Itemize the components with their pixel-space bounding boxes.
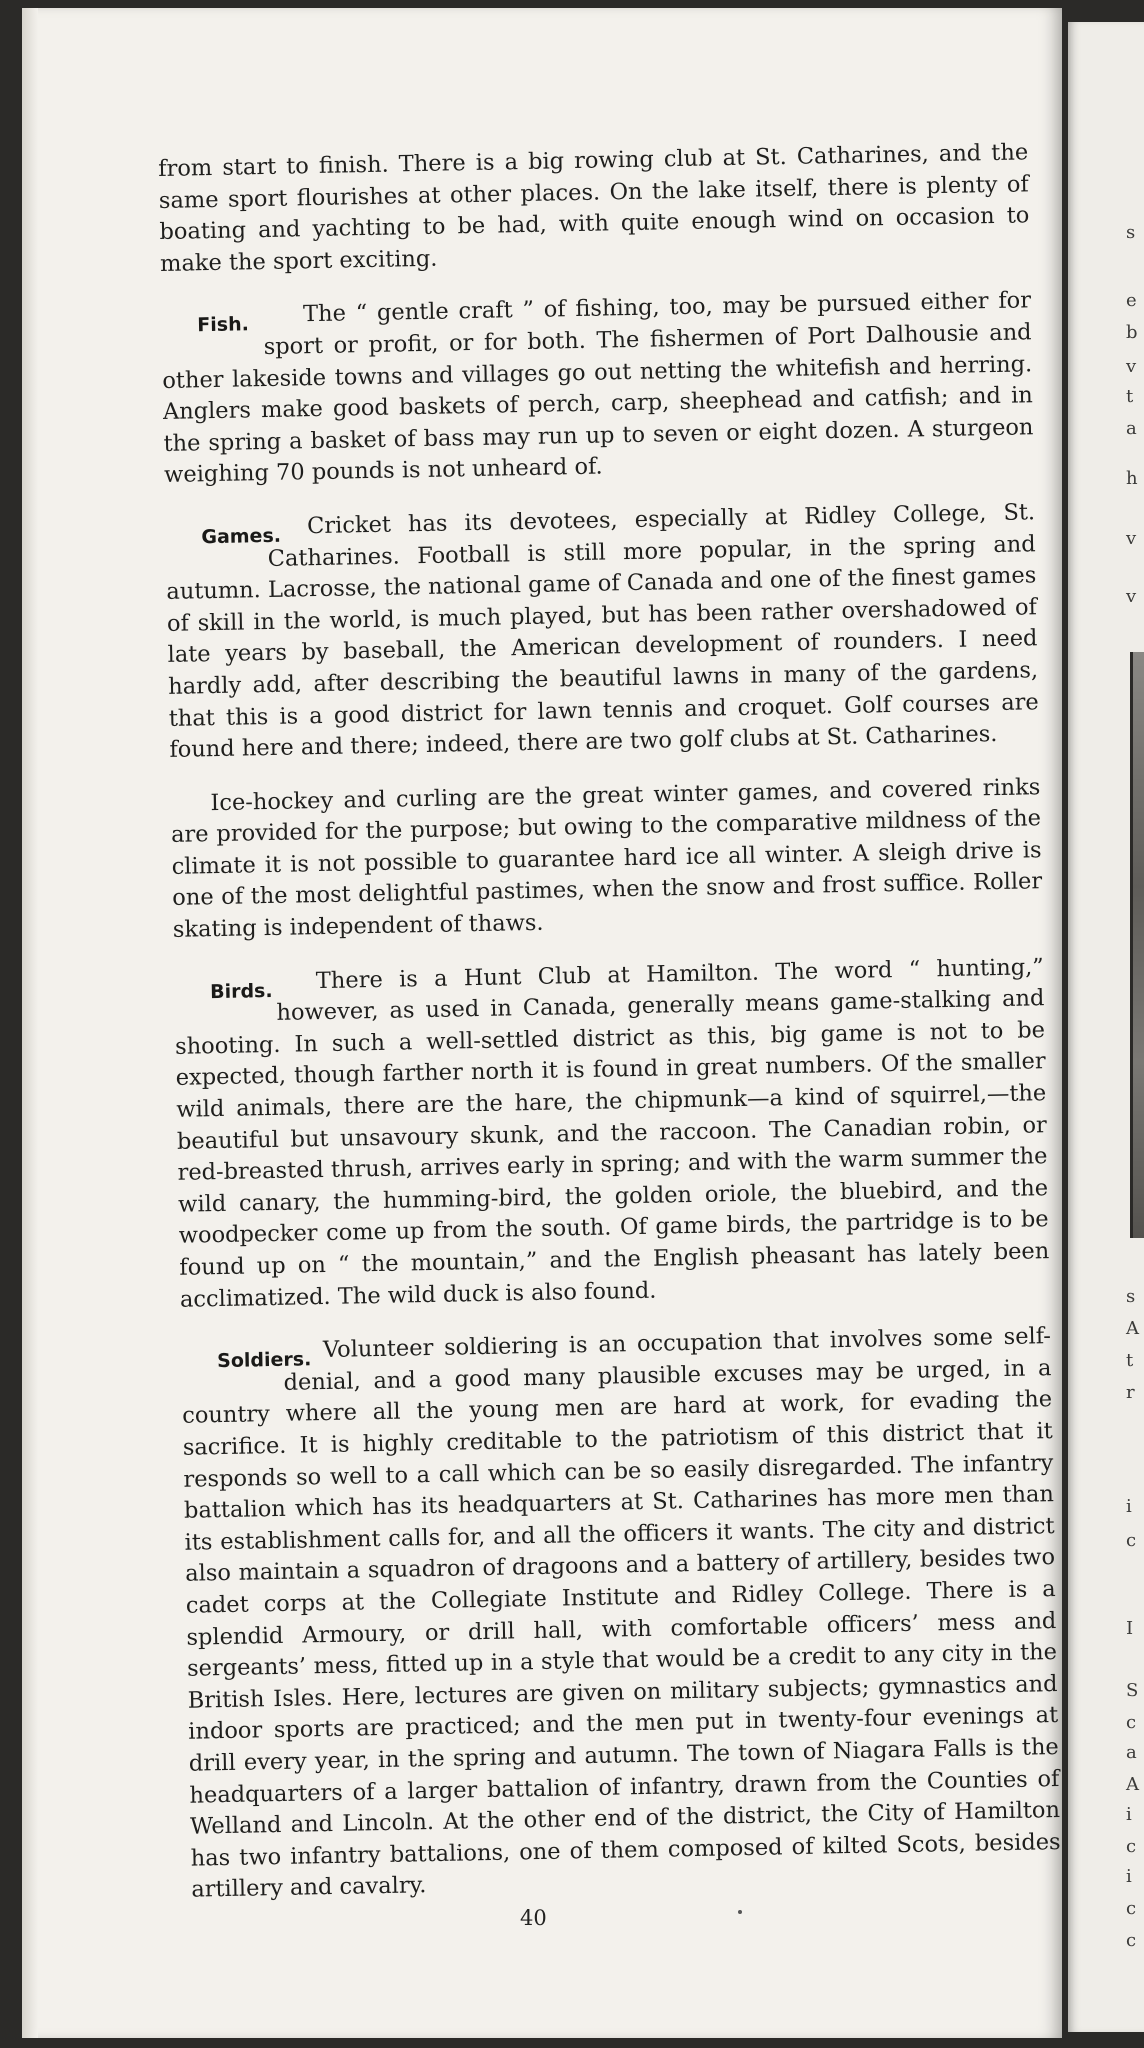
adjacent-page-letter: a <box>1126 1742 1137 1763</box>
adjacent-page-letter: i <box>1126 1866 1132 1887</box>
page-number: 40 <box>520 1906 547 1930</box>
adjacent-page-letter: r <box>1126 1382 1135 1403</box>
adjacent-page-letter: e <box>1126 290 1137 311</box>
paragraph-text: Volunteer soldiering is an occupation that involves some self-denial, and a good many plausible excuses may be urged, in a country where all the young men are hard at work, for evading the sacrifice. It is highly creditable to the patriotism of this district that it responds so well to a call which can be so easily disregarded. The infantry battalion which has its headquarters at St. Catharines has more men than its establishment calls for, and all the officers it wants. The city and district also maintain a squadron of dragoons and a battery of artillery, besides two cadet corps at the Collegiate Institute and Ridley College. There is a splendid Armoury, or drill hall, with comfortable officers’ mess and sergeants’ mess, fitted up in a style that would be a credit to any city in the British Isles. Here, lectures are given on military subjects; gymnastics and indoor sports are practiced; and the men put in twenty-four evenings at drill every year, in the spring and autumn. The town of Niagara Falls is the headquarters of a larger battalion of infantry, drawn from the Counties of Welland and Lincoln. At the other end of the district, the City of Hamilton has two infantry battalions, one of them composed of kilted Scots, besides artillery and cavalry. <box>181 1323 1061 1903</box>
paragraph-text: Ice-hockey and curling are the great winter games, and covered rinks are provided for the purpose; but owing to the comparative mildness of the climate it is not possible to guarantee hard ice all winter. A sleigh drive is one of the most delightful pastimes, when the snow and frost suffice. Roller skating is independent of thaws. <box>170 773 1043 943</box>
adjacent-page-letter: v <box>1126 528 1137 549</box>
adjacent-page-letter: c <box>1126 1930 1137 1951</box>
adjacent-page-letter: S <box>1126 1680 1139 1701</box>
margin-label-games: Games. <box>201 524 282 549</box>
paragraph-winter <box>170 772 1043 947</box>
adjacent-page-letter: I <box>1126 1618 1134 1639</box>
paragraph-text: Cricket has its devotees, especially at Ridley College, St. Catharines. Football is still more popular, in the spring and autumn. Lacrosse, the national game of Canada and one of the finest games of skill in the world, is much played, but has been rather overshadowed of late years by baseball, the American development of rounders. I need hardly add, after describing the beautiful lawns in many of the gardens, that this is a good district for lawn tennis and croquet. Golf courses are found here and there; indeed, there are two golf clubs at St. Catharines. <box>166 499 1039 763</box>
paragraph-soldiers <box>181 1321 1062 1906</box>
adjacent-page-letter: v <box>1126 586 1137 607</box>
adjacent-page-letter: i <box>1126 1804 1132 1825</box>
print-speck <box>738 1910 742 1914</box>
adjacent-page-letter: c <box>1126 1712 1137 1733</box>
paragraph-games <box>165 497 1040 766</box>
page-text-block <box>158 137 1062 1928</box>
paragraph-birds <box>174 952 1051 1316</box>
adjacent-page-letter: c <box>1126 1530 1137 1551</box>
adjacent-page-letter: A <box>1126 1774 1139 1795</box>
adjacent-page-letter: s <box>1126 1286 1136 1307</box>
page-gutter-shadow <box>22 8 38 2038</box>
adjacent-page-letter: h <box>1126 468 1138 489</box>
adjacent-page-letter: a <box>1126 418 1137 439</box>
paragraph-text: The “ gentle craft ” of fishing, too, may be pursued either for sport or profit, or for both. The fishermen of Port Dalhousie and other lakeside towns and villages go out netting the whitefish and herring. Anglers make good baskets of perch, carp, sheephead and catfish; and in the spring a basket of bass may run up to seven or eight dozen. A sturgeon weighing 70 pounds is not unheard of. <box>162 287 1034 489</box>
adjacent-page-letter: A <box>1126 1318 1139 1339</box>
paragraph-text: There is a Hunt Club at Hamilton. The word “ hunting,” however, as used in Canada, generally means game-stalking and shooting. In such a well-settled district as this, big game is not to be expected, though farther north it is found in great numbers. Of the smaller wild animals, there are the hare, the chipmunk—a kind of squirrel,—the beautiful but unsavoury skunk, and the raccoon. The Canadian robin, or red-breasted thrush, arrives early in spring; and with the warm summer the wild canary, the humming-bird, the golden oriole, the bluebird, and the woodpecker come up from the south. Of game birds, the partridge is to be found up on “ the mountain,” and the English pheasant has lately been acclimatized. The wild duck is also found. <box>174 953 1050 1313</box>
book-page <box>22 8 1062 2038</box>
paragraph-text: from start to finish. There is a big rowing club at St. Catharines, and the same sport flourishes at other places. On the lake itself, there is plenty of boating and yachting to be had, with quite enough wind on occasion to make the sport exciting. <box>158 139 1030 277</box>
adjacent-page-letter: c <box>1126 1898 1137 1919</box>
margin-label-soldiers: Soldiers. <box>216 1348 312 1373</box>
adjacent-page-letter: s <box>1126 222 1136 243</box>
adjacent-page-letters <box>1126 0 1144 2048</box>
adjacent-page-letter: v <box>1126 356 1137 377</box>
margin-label-fish: Fish. <box>197 313 250 337</box>
adjacent-page-letter: t <box>1126 1350 1134 1371</box>
adjacent-page-letter: b <box>1126 322 1138 343</box>
adjacent-page-letter: t <box>1126 386 1134 407</box>
adjacent-page-letter: c <box>1126 1836 1137 1857</box>
paragraph-fish <box>161 286 1034 492</box>
margin-label-birds: Birds. <box>209 979 273 1003</box>
adjacent-page-letter: i <box>1126 1496 1132 1517</box>
paragraph-rowing <box>158 137 1030 280</box>
